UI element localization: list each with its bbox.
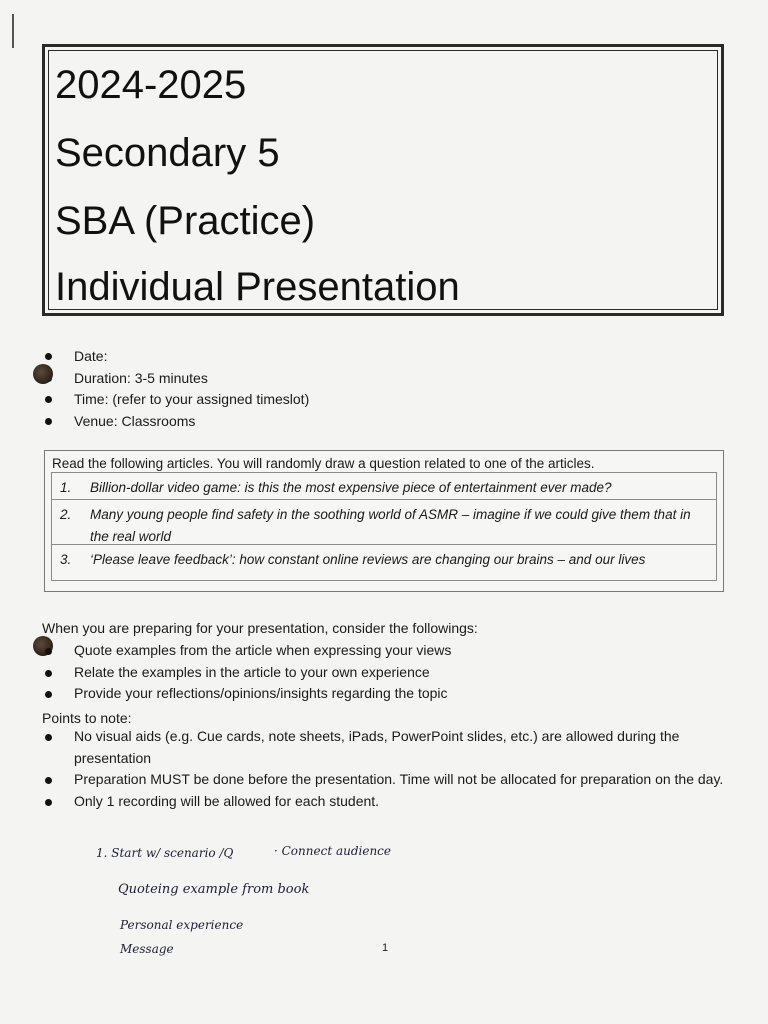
title-level: Secondary 5	[55, 131, 280, 175]
info-date: Date:	[44, 346, 644, 368]
articles-table	[51, 472, 717, 581]
info-venue: Venue: Classrooms	[44, 411, 644, 433]
title-assessment: SBA (Practice)	[55, 199, 316, 243]
preparation-list	[44, 640, 734, 705]
article-row	[52, 500, 716, 545]
info-list	[44, 346, 644, 432]
handwritten-note-4: Message	[120, 942, 174, 956]
point-item: Preparation MUST be done before the presentation. Time will not be allocated for preparation on the day.	[44, 769, 734, 791]
article-number: 1.	[60, 480, 72, 495]
article-title: Billion-dollar video game: is this the most expensive piece of entertainment ever made?	[90, 480, 612, 495]
point-item: Only 1 recording will be allowed for each student.	[44, 791, 734, 813]
article-title: Many young people find safety in the soothing world of ASMR – imagine if we could give them that in the real world	[90, 507, 691, 544]
page-number: 1	[382, 942, 389, 954]
bullet-icon	[45, 691, 52, 698]
handwritten-note-2: Quoteing example from book	[118, 882, 310, 897]
bullet-icon	[45, 799, 52, 806]
preparation-item: Provide your reflections/opinions/insights regarding the topic	[44, 683, 734, 705]
bullet-icon	[45, 353, 52, 360]
preparation-item: Quote examples from the article when expressing your views	[44, 640, 734, 662]
point-item: No visual aids (e.g. Cue cards, note sheets, iPads, PowerPoint slides, etc.) are allowed during the presentation	[44, 726, 734, 769]
bullet-icon	[45, 396, 52, 403]
info-time: Time: (refer to your assigned timeslot)	[44, 389, 644, 411]
page-edge-mark	[12, 14, 14, 48]
bullet-icon	[45, 734, 52, 741]
info-duration: Duration: 3-5 minutes	[44, 368, 644, 390]
articles-header: Read the following articles. You will randomly draw a question related to one of the articles.	[52, 456, 595, 471]
preparation-item: Relate the examples in the article to your own experience	[44, 662, 734, 684]
articles-box	[44, 450, 724, 592]
bullet-icon	[45, 648, 52, 655]
title-box	[42, 44, 724, 316]
article-number: 3.	[60, 552, 72, 567]
article-row	[52, 545, 716, 583]
handwritten-note-1b: · Connect audience	[274, 844, 392, 858]
handwritten-note-1: 1. Start w/ scenario /Q	[96, 846, 234, 860]
points-list	[44, 726, 734, 812]
preparation-intro: When you are preparing for your presentation, consider the followings:	[42, 620, 478, 636]
bullet-icon	[45, 418, 52, 425]
bullet-icon	[45, 777, 52, 784]
title-year: 2024-2025	[55, 63, 247, 107]
article-number: 2.	[60, 507, 72, 522]
article-title: ‘Please leave feedback’: how constant online reviews are changing our brains – and our lives	[90, 552, 646, 567]
bullet-icon	[45, 670, 52, 677]
handwritten-note-3: Personal experience	[120, 918, 244, 932]
points-title: Points to note:	[42, 710, 132, 726]
title-task: Individual Presentation	[55, 265, 460, 309]
punch-hole-top	[33, 364, 53, 384]
article-row	[52, 473, 716, 500]
